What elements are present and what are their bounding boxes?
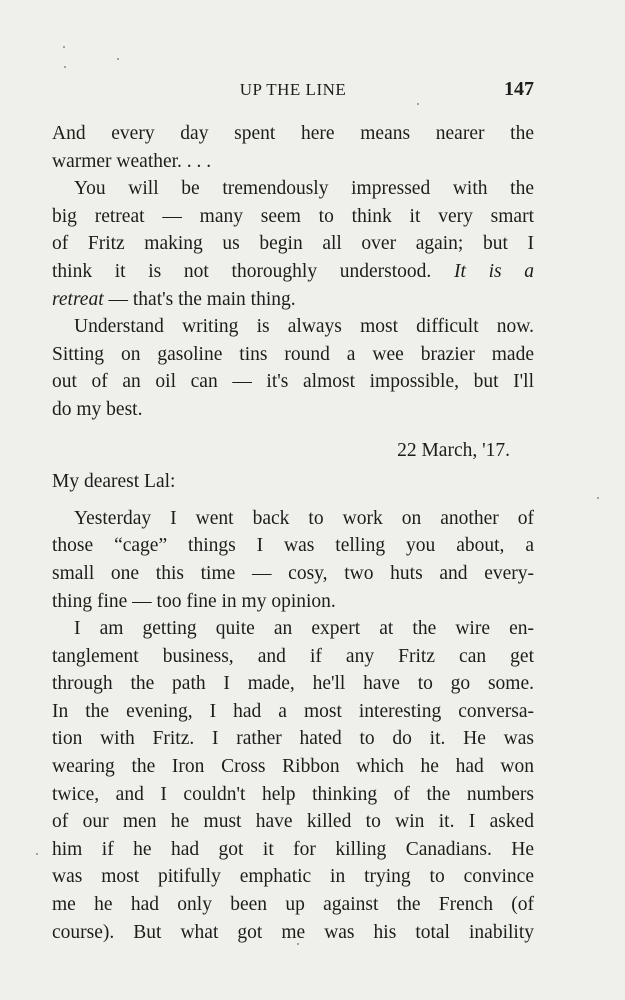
text-line — [52, 258, 534, 286]
text-line: him if he had got it for killing Canadians. He — [52, 838, 534, 860]
text-line: You will be tremendously impressed with the — [74, 178, 534, 200]
paragraph — [52, 120, 534, 175]
text-line: Yesterday I went back to work on another of — [74, 507, 534, 529]
text-line: small one this time — cosy, two huts and every- — [52, 562, 534, 584]
paragraph — [52, 505, 534, 615]
paragraph — [52, 615, 534, 946]
emphasis-text: It is a — [453, 260, 534, 282]
text-segment: think it is not thoroughly understood. — [52, 260, 432, 282]
page-header — [52, 76, 534, 106]
text-line: And every day spent here means nearer the — [52, 123, 534, 144]
text-line: through the path I made, he'll have to go some. — [52, 673, 534, 695]
text-line: those “cage” things I was telling you about, a — [52, 535, 534, 557]
text-line: course). But what got me was his total inability — [52, 921, 534, 943]
running-head: UP THE LINE — [239, 80, 347, 99]
text-line: tion with Fritz. I rather hated to do it. He was — [52, 728, 534, 750]
text-line: of Fritz making us begin all over again; but I — [52, 233, 534, 255]
text-line: I am getting quite an expert at the wire en- — [74, 618, 534, 640]
text-segment: — that's the main thing. — [103, 288, 296, 310]
letter-salutation: My dearest Lal: — [52, 471, 176, 493]
paragraph — [52, 175, 534, 313]
text-line: me he had only been up against the French (of — [52, 894, 534, 916]
emphasis-text: retreat — [52, 288, 104, 310]
paper-speck — [36, 853, 38, 855]
paragraph — [52, 313, 534, 423]
paper-speck — [597, 497, 599, 499]
body-text — [52, 120, 534, 946]
text-line: thing fine — too fine in my opinion. — [52, 590, 336, 612]
paper-speck — [117, 58, 119, 60]
page-number: 147 — [504, 78, 534, 100]
text-line: was most pitifully emphatic in trying to convince — [52, 866, 534, 888]
text-line: twice, and I couldn't help thinking of the numbers — [52, 783, 534, 805]
text-line: wearing the Iron Cross Ribbon which he had won — [52, 756, 534, 778]
letter-date: 22 March, '17. — [397, 439, 510, 461]
text-line: Understand writing is always most difficult now. — [74, 316, 534, 338]
text-line: do my best. — [52, 398, 143, 420]
text-line: warmer weather. . . . — [52, 150, 212, 172]
text-line: tanglement business, and if any Fritz can get — [52, 645, 534, 667]
paper-speck — [63, 46, 65, 48]
paper-speck — [64, 66, 66, 68]
text-line — [52, 286, 534, 314]
text-line: out of an oil can — it's almost impossible, but I'll — [52, 371, 534, 393]
text-line: Sitting on gasoline tins round a wee brazier made — [52, 343, 534, 365]
text-line: big retreat — many seem to think it very smart — [52, 205, 534, 227]
text-line: of our men he must have killed to win it. I asked — [52, 811, 534, 833]
text-line: In the evening, I had a most interesting conversa- — [52, 700, 534, 722]
